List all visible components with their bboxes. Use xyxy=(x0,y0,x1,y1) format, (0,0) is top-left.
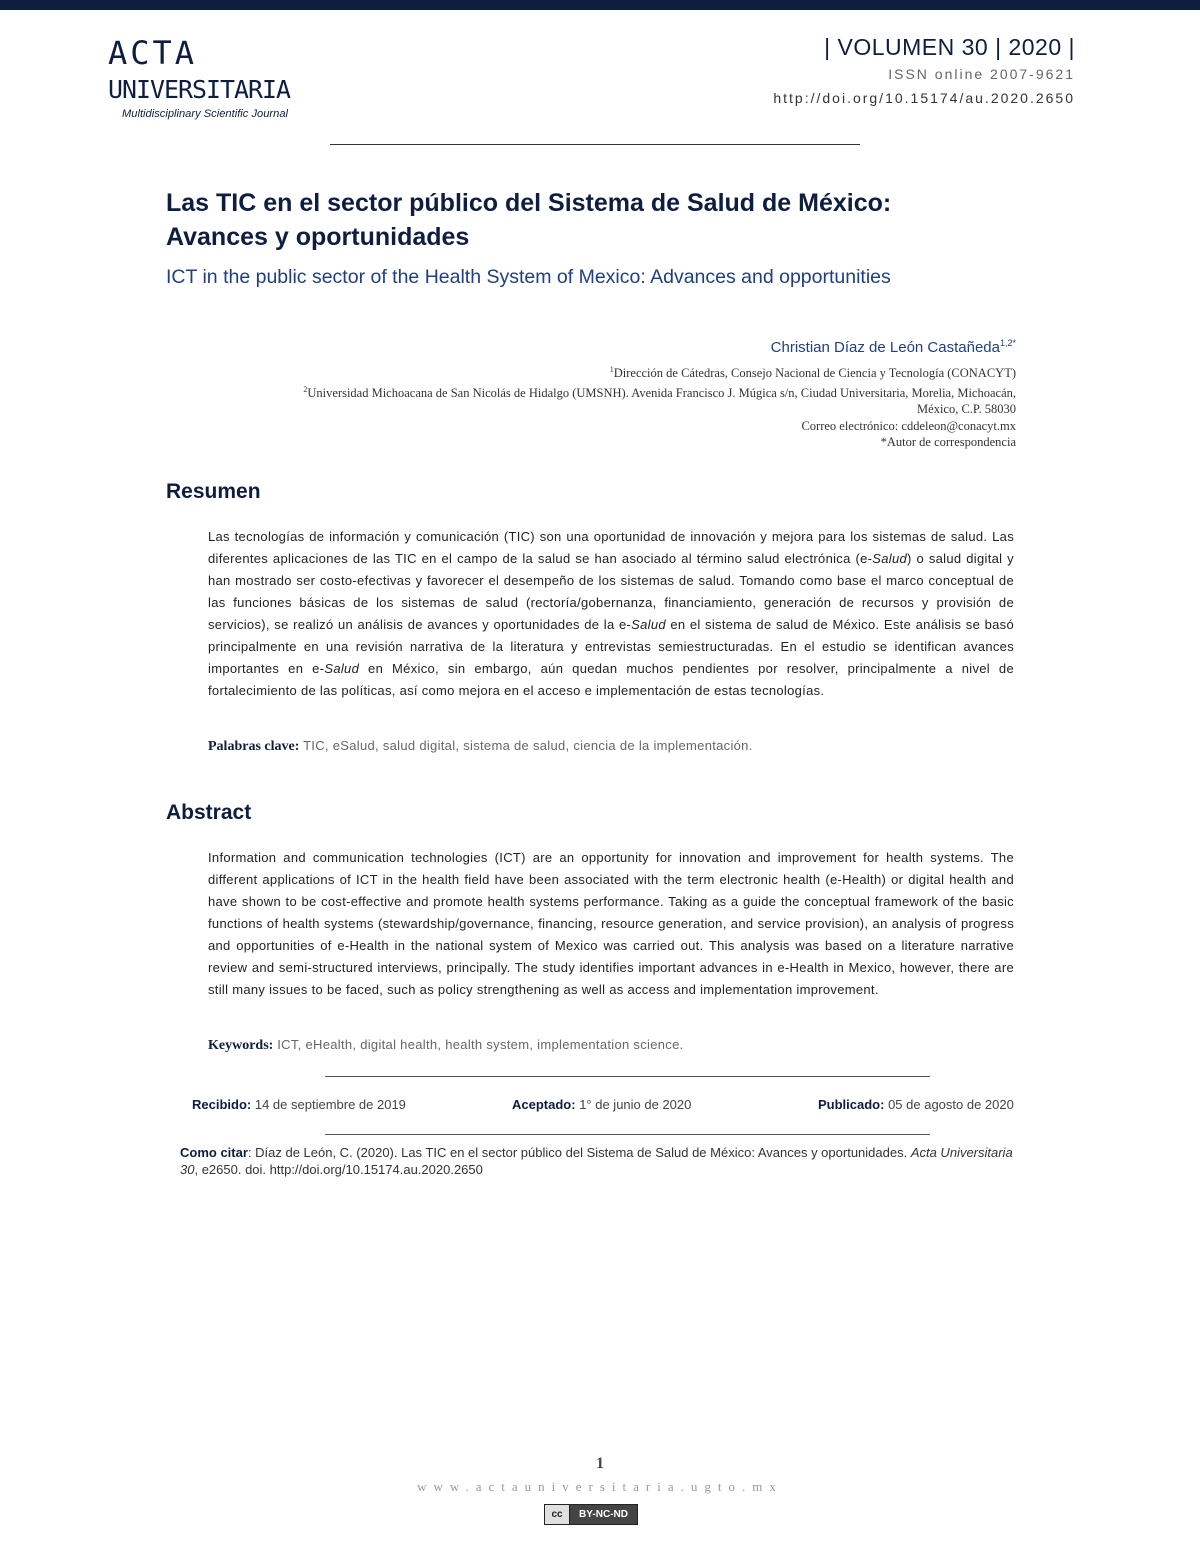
title-spanish xyxy=(166,186,1046,254)
author-marks: 1,2* xyxy=(999,338,1016,348)
keywords-values: ICT, eHealth, digital health, health system, implementation science. xyxy=(277,1037,684,1052)
palabras-clave xyxy=(208,738,1014,755)
author-email[interactable]: Correo electrónico: cddeleon@conacyt.mx xyxy=(801,418,1016,433)
footer-url[interactable]: www.actauniversitaria.ugto.mx xyxy=(417,1479,783,1494)
title-spanish-line2: Avances y oportunidades xyxy=(166,223,470,251)
abstract-heading: Abstract xyxy=(166,801,252,824)
logo-line2: UNIVERSITARIA xyxy=(108,75,291,104)
citation-label: Como citar xyxy=(180,1145,248,1160)
title-english: ICT in the public sector of the Health System of Mexico: Advances and opportunities xyxy=(166,266,891,288)
author-name: Christian Díaz de León Castañeda$^{1,2*}$ xyxy=(770,338,1016,356)
published-date: Publicado: 05 de agosto de 2020 xyxy=(818,1097,1014,1112)
page-number: 1 xyxy=(596,1455,604,1472)
palabras-clave-values: TIC, eSalud, salud digital, sistema de salud, ciencia de la implementación. xyxy=(303,738,753,753)
issn-label: ISSN online 2007-9621 xyxy=(888,66,1075,82)
accepted-date: Aceptado: 1° de junio de 2020 xyxy=(512,1097,692,1112)
top-bar xyxy=(0,0,1200,10)
palabras-clave-label: Palabras clave: xyxy=(208,739,300,754)
correspondence-note: *Autor de correspondencia xyxy=(880,435,1016,450)
abstract-text: Information and communication technologies (ICT) are an opportunity for innovation and improvement for health systems. The different applications of ICT in the health field have been associated with the term electronic health (e-Health) or digital health and have shown to be cost-effective and promote health systems performance. Taking as a guide the conceptual framework of the basic functions of health systems (stewardship/governance, financing, resource generation, and service provision), an analysis of progress and opportunities of e-Health in the national system of Mexico was carried out. This analysis was based on a literature narrative review and semi-structured interviews, principally. The study identifies important advances in e-Health in Mexico, however, there are still many issues to be faced, such as policy strengthening as well as access and implementation improvement. xyxy=(208,850,1014,997)
affiliation-1: $^1$Dirección de Cátedras, Consejo Nacional de Ciencia y Tecnología (CONACYT) xyxy=(609,365,1016,381)
cc-icon: cc xyxy=(545,1505,570,1524)
received-date: Recibido: 14 de septiembre de 2019 xyxy=(192,1097,406,1112)
license-badge[interactable] xyxy=(544,1504,638,1525)
affiliation-2-cont: México, C.P. 58030 xyxy=(917,402,1016,417)
affiliation-2: $^2$Universidad Michoacana de San Nicolás de Hidalgo (UMSNH). Avenida Francisco J. Múgica s/n, Ciudad Universitaria, Morelia, Michoacán, xyxy=(303,384,1016,400)
logo-line1: ACTA xyxy=(108,34,198,72)
header-divider xyxy=(330,144,860,145)
title-spanish-line1: Las TIC en el sector público del Sistema de Salud de México: xyxy=(166,189,892,217)
author-block xyxy=(156,338,1016,451)
citation: Como citar: Díaz de León, C. (2020). Las TIC en el sector público del Sistema de Salud de México: Avances y oportunidades. Acta Universitaria 30, e2650. doi. http://doi.org/10.15174.au.2020.2650 xyxy=(180,1145,1013,1177)
doi-link[interactable]: http://doi.org/10.15174/au.2020.2650 xyxy=(773,90,1075,106)
resumen-text: Las tecnologías de información y comunicación (TIC) son una oportunidad de innovación y mejora para los sistemas de salud. Las diferentes aplicaciones de las TIC en el campo de la salud se han asociado al término salud electrónica (e-Salud) o salud digital y han mostrado ser costo-efectivas y favorecer el desempeño de los sistemas de salud. Tomando como base el marco conceptual de las funciones básicas de los sistemas de salud (rectoría/gobernanza, financiamiento, generación de recursos y provisión de servicios), se realizó un análisis de avances y oportunidades de la e-Salud en el sistema de salud de México. Este análisis se basó principalmente en una revisión narrativa de la literatura y entrevistas semiestructuradas. En el estudio se identifican avances importantes en e-Salud en México, sin embargo, aún quedan muchos pendientes por resolver, principalmente a nivel de fortalecimiento de las políticas, así como mejora en el acceso e implementación de estas tecnologías. xyxy=(208,529,1014,698)
license-label: BY-NC-ND xyxy=(579,1509,628,1520)
dates-divider-bottom xyxy=(325,1134,930,1135)
volume-label: | VOLUMEN 30 | 2020 | xyxy=(824,34,1075,60)
dates-divider-top xyxy=(325,1076,930,1077)
logo-subtitle: Multidisciplinary Scientific Journal xyxy=(122,108,289,120)
keywords-label: Keywords: xyxy=(208,1038,274,1053)
resumen-heading: Resumen xyxy=(166,480,261,503)
keywords xyxy=(208,1037,1014,1054)
journal-logo xyxy=(106,34,296,124)
journal-header-info xyxy=(773,32,1075,106)
